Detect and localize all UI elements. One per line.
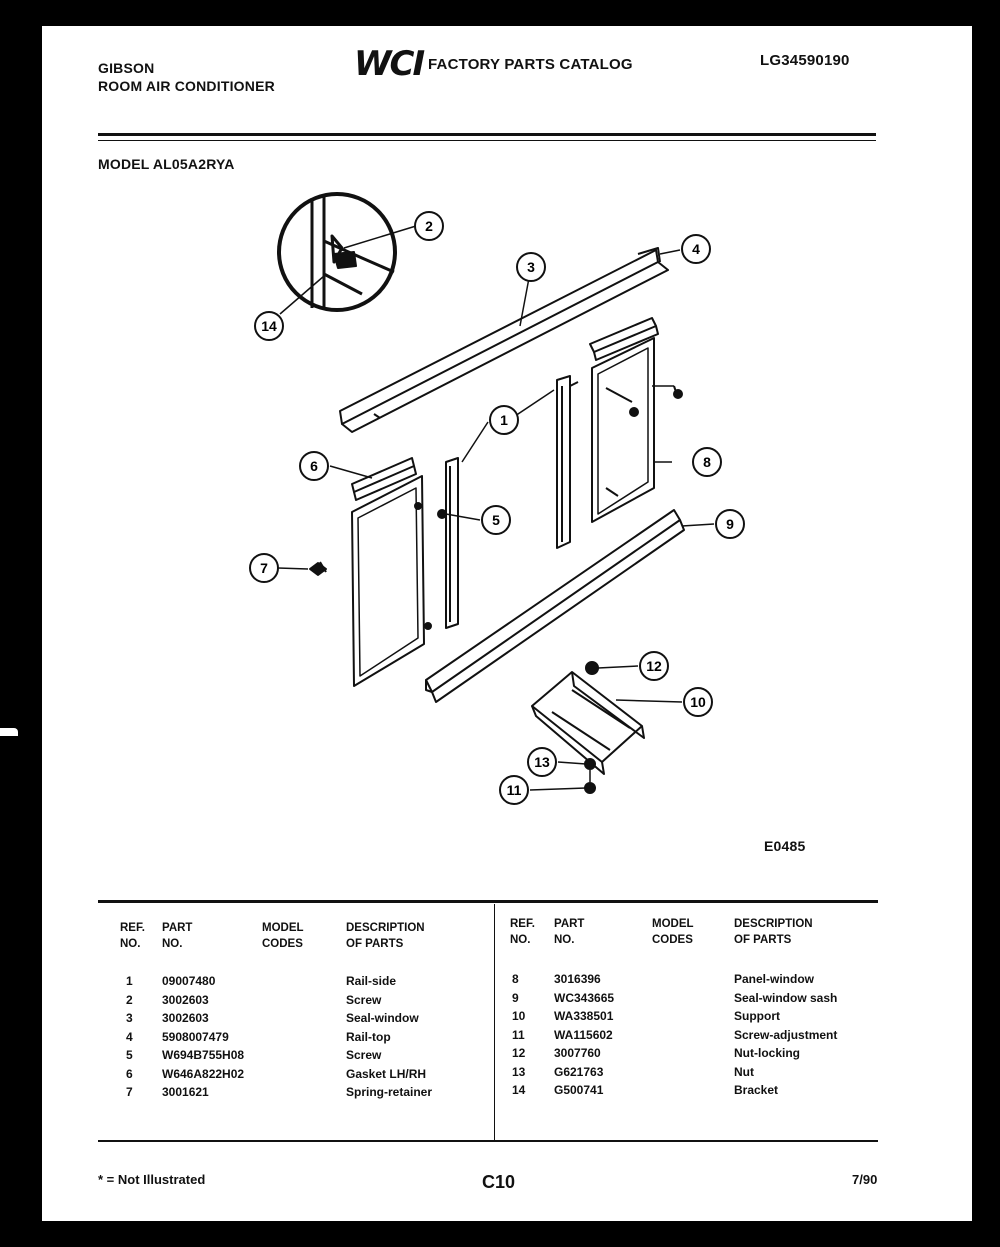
- rail-side-left: [446, 458, 458, 628]
- table-cell-part: G500741: [554, 1083, 604, 1097]
- table-cell-part: WA115602: [554, 1027, 613, 1042]
- table-cell-desc: Panel-window: [734, 972, 815, 986]
- header-desc-right: DESCRIPTION OF PARTS: [734, 918, 813, 946]
- header-ref-left: REF. NO.: [120, 922, 145, 950]
- svg-text:11: 11: [506, 782, 522, 798]
- svg-text:13: 13: [534, 754, 550, 770]
- scan-edge-mark: [0, 728, 18, 736]
- svg-text:1: 1: [500, 412, 508, 428]
- callout-2: [415, 212, 443, 240]
- table-cell-desc: Nut: [734, 1064, 754, 1079]
- callout-9: [716, 510, 744, 538]
- table-cell-desc: Gasket LH/RH: [346, 1066, 427, 1081]
- table-cell-ref: 11: [512, 1027, 525, 1042]
- callout-14: [255, 312, 283, 340]
- table-cell-part: WC343665: [554, 990, 615, 1005]
- model-number: MODEL AL05A2RYA: [98, 156, 235, 172]
- svg-text:6: 6: [310, 458, 318, 474]
- catalog-number: LG34590190: [760, 52, 850, 69]
- table-cell-ref: 4: [126, 1029, 133, 1044]
- table-divider: [494, 904, 495, 1140]
- table-bottom-rule: [98, 1140, 878, 1142]
- table-cell-desc: Bracket: [734, 1083, 779, 1097]
- table-cell-desc: Rail-side: [346, 974, 397, 988]
- table-cell-part: 3007760: [554, 1046, 601, 1060]
- table-cell-desc: Screw: [346, 1048, 382, 1062]
- table-cell-part: W694B755H08: [162, 1048, 245, 1062]
- panel-window-left: [352, 476, 424, 686]
- catalog-title: FACTORY PARTS CATALOG: [428, 56, 633, 73]
- svg-text:10: 10: [690, 694, 706, 710]
- table-cell-part: 3002603: [162, 1011, 209, 1025]
- brand-name: GIBSON: [98, 60, 155, 76]
- exploded-parts-diagram: [42, 26, 972, 886]
- catalog-page: [42, 26, 972, 1221]
- svg-text:12: 12: [646, 658, 662, 674]
- callout-10: [684, 688, 712, 716]
- svg-text:7: 7: [260, 560, 268, 576]
- table-cell-part: 3002603: [162, 992, 209, 1007]
- table-cell-ref: 7: [126, 1085, 133, 1099]
- product-type: ROOM AIR CONDITIONER: [98, 78, 275, 94]
- svg-text:2: 2: [425, 218, 433, 234]
- callout-8: [693, 448, 721, 476]
- drawing-code: E0485: [764, 838, 806, 854]
- callout-11: [500, 776, 528, 804]
- table-cell-part: 3016396: [554, 972, 601, 986]
- table-cell-ref: 1: [126, 974, 133, 988]
- table-cell-ref: 14: [512, 1083, 526, 1097]
- table-cell-desc: Seal-window sash: [734, 990, 838, 1005]
- table-cell-desc: Seal-window: [346, 1011, 419, 1025]
- callout-7: [250, 554, 278, 582]
- table-cell-desc: Nut-locking: [734, 1046, 800, 1060]
- table-cell-desc: Support: [734, 1009, 780, 1023]
- table-cell-ref: 10: [512, 1009, 526, 1023]
- svg-text:9: 9: [726, 516, 734, 532]
- panel-window-right: [592, 338, 654, 522]
- callout-5: [482, 506, 510, 534]
- revision-date: 7/90: [852, 1172, 878, 1187]
- page-number: C10: [482, 1172, 516, 1192]
- wci-logo: WCI: [354, 44, 424, 84]
- callout-13: [528, 748, 556, 776]
- callout-12: [640, 652, 668, 680]
- table-cell-part: G621763: [554, 1064, 604, 1079]
- callout-4: [682, 235, 710, 263]
- header-model-left: MODEL CODES: [262, 922, 304, 950]
- table-cell-ref: 3: [126, 1011, 133, 1025]
- header-model-right: MODEL CODES: [652, 918, 694, 946]
- table-top-rule: [98, 900, 878, 903]
- table-cell-part: W646A822H02: [162, 1066, 245, 1081]
- rail-side-right: [557, 376, 570, 548]
- table-cell-desc: Rail-top: [346, 1029, 391, 1044]
- table-cell-part: 5908007479: [162, 1029, 229, 1044]
- table-cell-ref: 9: [512, 990, 519, 1005]
- svg-text:3: 3: [527, 259, 535, 275]
- detail-inset-circle: [279, 194, 395, 310]
- table-cell-part: 3001621: [162, 1085, 209, 1099]
- header-desc-left: DESCRIPTION OF PARTS: [346, 922, 425, 950]
- table-cell-part: 09007480: [162, 974, 216, 988]
- table-cell-desc: Spring-retainer: [346, 1085, 433, 1099]
- table-cell-ref: 8: [512, 972, 519, 986]
- table-cell-desc: Screw: [346, 992, 382, 1007]
- header-part-right: PART NO.: [554, 918, 585, 946]
- svg-text:8: 8: [703, 454, 711, 470]
- svg-text:5: 5: [492, 512, 500, 528]
- callout-1: [490, 406, 518, 434]
- header-ref-right: REF. NO.: [510, 918, 535, 946]
- parts-table: [98, 900, 878, 1164]
- table-cell-ref: 5: [126, 1048, 133, 1062]
- table-cell-ref: 13: [512, 1064, 526, 1079]
- header-part-left: PART NO.: [162, 922, 193, 950]
- gasket-top-right: [590, 318, 656, 352]
- table-cell-ref: 2: [126, 992, 133, 1007]
- table-cell-part: WA338501: [554, 1009, 614, 1023]
- callout-3: [517, 253, 545, 281]
- table-cell-ref: 6: [126, 1066, 133, 1081]
- callout-6: [300, 452, 328, 480]
- svg-text:4: 4: [692, 241, 700, 257]
- table-cell-ref: 12: [512, 1046, 526, 1060]
- footnote: * = Not Illustrated: [98, 1172, 206, 1187]
- svg-text:14: 14: [261, 318, 277, 334]
- table-cell-desc: Screw-adjustment: [734, 1027, 838, 1042]
